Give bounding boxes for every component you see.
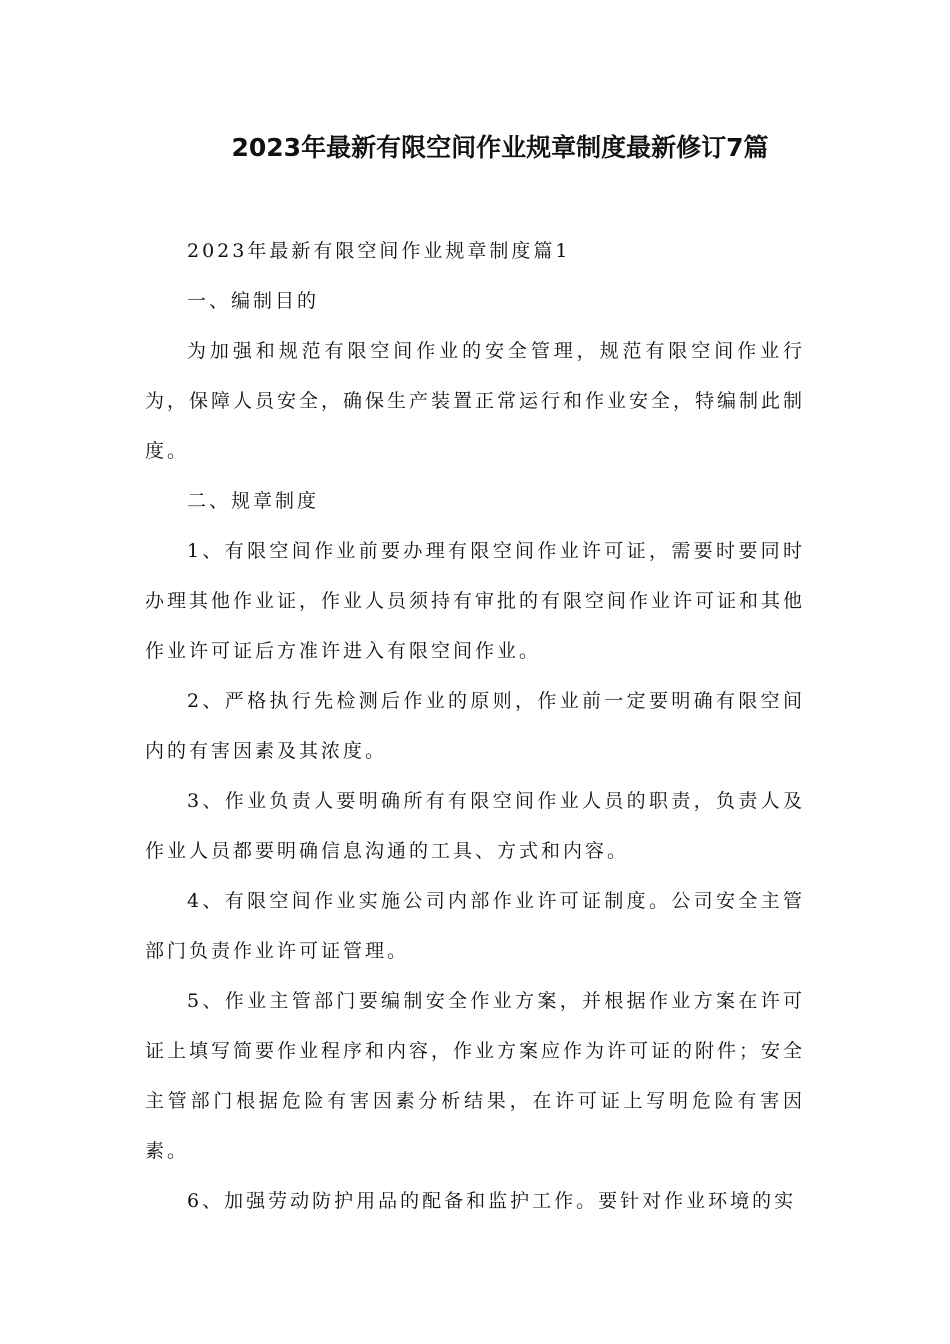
body-paragraph: 6、加强劳动防护用品的配备和监护工作。要针对作业环境的实: [187, 1190, 797, 1212]
document-title: 2023年最新有限空间作业规章制度最新修订7篇: [231, 133, 769, 162]
body-paragraph: 4、有限空间作业实施公司内部作业许可证制度。公司安全主管部门负责作业许可证管理。: [145, 890, 805, 962]
body-paragraph: 为加强和规范有限空间作业的安全管理，规范有限空间作业行为，保障人员安全，确保生产装置正常运行和作业安全，特编制此制度。: [145, 340, 806, 462]
subsection-heading: 二、规章制度: [187, 490, 320, 512]
subsection-heading: 一、编制目的: [187, 290, 320, 312]
body-paragraph: 1、有限空间作业前要办理有限空间作业许可证，需要时要同时办理其他作业证，作业人员须持有审批的有限空间作业许可证和其他作业许可证后方准许进入有限空间作业。: [145, 540, 806, 662]
body-paragraph: 2、严格执行先检测后作业的原则，作业前一定要明确有限空间内的有害因素及其浓度。: [145, 690, 805, 762]
body-paragraph: 3、作业负责人要明确所有有限空间作业人员的职责，负责人及作业人员都要明确信息沟通的工具、方式和内容。: [145, 790, 805, 862]
section-heading: 2023年最新有限空间作业规章制度篇1: [187, 240, 571, 262]
document-body: [145, 226, 805, 1226]
body-paragraph: 5、作业主管部门要编制安全作业方案，并根据作业方案在许可证上填写简要作业程序和内容，作业方案应作为许可证的附件；安全主管部门根据危险有害因素分析结果，在许可证上写明危险有害因素。: [145, 990, 806, 1162]
